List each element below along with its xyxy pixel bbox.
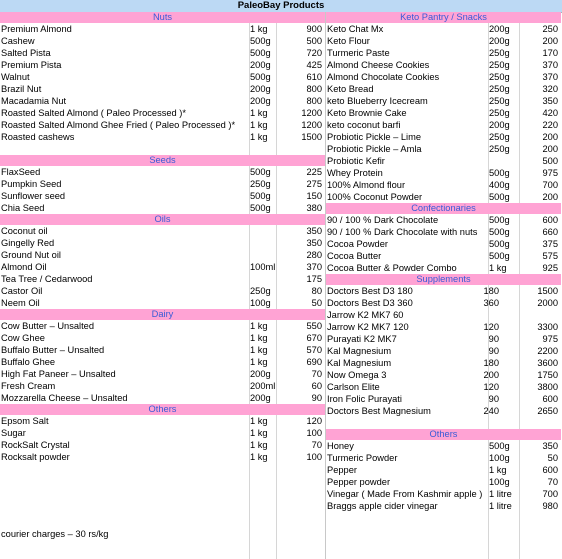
spacer-row [326, 417, 561, 429]
product-quantity: 200g [250, 84, 271, 94]
right-column [325, 12, 561, 559]
product-name: Purayati K2 MK7 [327, 334, 397, 344]
product-price: 3300 [537, 322, 558, 332]
product-row [0, 166, 325, 178]
product-row [0, 427, 325, 439]
product-row [0, 320, 325, 332]
product-row [326, 500, 561, 512]
product-name: Probiotic Kefir [327, 156, 385, 166]
product-name: Castor Oil [1, 286, 43, 296]
product-row [326, 488, 561, 500]
product-price: 570 [306, 345, 322, 355]
product-name: 90 / 100 % Dark Chocolate [327, 215, 439, 225]
product-quantity: 90 [488, 346, 499, 356]
product-row [0, 368, 325, 380]
product-row [326, 226, 561, 238]
product-price: 100 [306, 452, 322, 462]
product-price: 500 [306, 36, 322, 46]
product-quantity: 100g [489, 477, 510, 487]
product-row [326, 285, 561, 297]
product-name: Epsom Salt [1, 416, 49, 426]
product-quantity: 500g [489, 251, 510, 261]
product-price: 600 [542, 465, 558, 475]
product-name: Pumpkin Seed [1, 179, 62, 189]
product-name: Roasted Salted Almond Ghee Fried ( Paleo Processed )* [1, 120, 236, 130]
product-quantity: 200g [489, 24, 510, 34]
product-quantity: 500g [489, 227, 510, 237]
product-row [326, 464, 561, 476]
product-quantity: 400g [489, 180, 510, 190]
product-quantity: 180 [483, 358, 499, 368]
product-name: High Fat Paneer – Unsalted [1, 369, 116, 379]
product-row [326, 452, 561, 464]
product-quantity: 250g [489, 132, 510, 142]
product-name: Probiotic Pickle – Lime [327, 132, 422, 142]
product-row [0, 131, 325, 143]
product-name: Cashew [1, 36, 35, 46]
product-quantity: 500g [250, 203, 271, 213]
product-quantity: 1 kg [489, 263, 507, 273]
product-quantity: 120 [483, 382, 499, 392]
product-row [0, 439, 325, 451]
product-name: Fresh Cream [1, 381, 56, 391]
product-row [0, 71, 325, 83]
product-quantity: 100g [489, 453, 510, 463]
product-price: 1200 [301, 120, 322, 130]
product-name: Sunflower seed [1, 191, 66, 201]
product-row [0, 392, 325, 404]
product-name: Vinegar ( Made From Kashmir apple ) [327, 489, 483, 499]
product-price: 975 [542, 334, 558, 344]
page-title: PaleoBay Products [0, 0, 562, 13]
product-quantity: 200g [489, 120, 510, 130]
product-quantity: 250g [489, 60, 510, 70]
product-price: 2000 [537, 298, 558, 308]
product-name: Rocksalt powder [1, 452, 70, 462]
product-quantity: 90 [488, 334, 499, 344]
product-row [326, 155, 561, 167]
product-name: Macadamia Nut [1, 96, 67, 106]
product-row [326, 143, 561, 155]
product-price: 600 [542, 394, 558, 404]
product-quantity: 1 litre [489, 501, 512, 511]
product-price: 610 [306, 72, 322, 82]
product-price: 70 [547, 477, 558, 487]
product-price: 370 [542, 60, 558, 70]
product-name: Now Omega 3 [327, 370, 387, 380]
product-quantity: 100ml [250, 262, 276, 272]
product-quantity: 1 kg [250, 428, 268, 438]
section-header: Oils [0, 214, 325, 225]
product-name: 100% Almond flour [327, 180, 406, 190]
product-quantity: 1 litre [489, 489, 512, 499]
product-price: 800 [306, 84, 322, 94]
product-price: 80 [311, 286, 322, 296]
product-price: 225 [306, 167, 322, 177]
product-price: 1500 [537, 286, 558, 296]
product-price: 350 [542, 96, 558, 106]
product-price: 500 [542, 156, 558, 166]
product-name: Keto Chat Mx [327, 24, 384, 34]
product-name: Premium Pista [1, 60, 62, 70]
product-row [0, 95, 325, 107]
left-column [0, 12, 325, 463]
product-name: Pepper [327, 465, 357, 475]
product-quantity: 200g [250, 369, 271, 379]
product-price: 1200 [301, 108, 322, 118]
product-name: Cocoa Butter [327, 251, 382, 261]
product-row [326, 405, 561, 417]
product-name: Buffalo Butter – Unsalted [1, 345, 105, 355]
product-price: 720 [306, 48, 322, 58]
product-name: 90 / 100 % Dark Chocolate with nuts [327, 227, 478, 237]
product-name: Tea Tree / Cedarwood [1, 274, 93, 284]
product-price: 350 [306, 238, 322, 248]
product-name: Ground Nut oil [1, 250, 61, 260]
product-row [326, 167, 561, 179]
product-row [326, 440, 561, 452]
product-quantity: 1 kg [250, 357, 268, 367]
product-price: 575 [542, 251, 558, 261]
product-price: 60 [311, 381, 322, 391]
product-row [326, 262, 561, 274]
product-row [326, 393, 561, 405]
product-price: 150 [306, 191, 322, 201]
product-name: Buffalo Ghee [1, 357, 56, 367]
product-name: Walnut [1, 72, 30, 82]
product-row [0, 332, 325, 344]
product-quantity: 500g [489, 215, 510, 225]
product-name: Braggs apple cider vinegar [327, 501, 438, 511]
product-name: keto Blueberry Icecream [327, 96, 428, 106]
product-price: 320 [542, 84, 558, 94]
product-price: 90 [311, 393, 322, 403]
product-row [326, 309, 561, 321]
product-price: 170 [542, 48, 558, 58]
product-name: Almond Cheese Cookies [327, 60, 430, 70]
section-header: Keto Pantry / Snacks [326, 12, 561, 23]
product-row [326, 476, 561, 488]
product-row [0, 356, 325, 368]
product-price: 120 [306, 416, 322, 426]
product-name: Chia Seed [1, 203, 45, 213]
product-price: 1750 [537, 370, 558, 380]
product-quantity: 250g [489, 72, 510, 82]
product-row [326, 214, 561, 226]
product-name: Kal Magnesium [327, 358, 392, 368]
product-row [326, 381, 561, 393]
product-row [326, 23, 561, 35]
product-name: Honey [327, 441, 354, 451]
product-name: Cow Ghee [1, 333, 45, 343]
product-price: 175 [306, 274, 322, 284]
product-name: Probiotic Pickle – Amla [327, 144, 422, 154]
product-price: 70 [311, 440, 322, 450]
product-quantity: 500g [250, 72, 271, 82]
product-price: 275 [306, 179, 322, 189]
product-row [0, 35, 325, 47]
product-row [0, 178, 325, 190]
product-row [326, 238, 561, 250]
product-price: 3800 [537, 382, 558, 392]
product-name: Coconut oil [1, 226, 48, 236]
product-price: 800 [306, 96, 322, 106]
product-quantity: 250g [250, 286, 271, 296]
product-price: 280 [306, 250, 322, 260]
product-name: FlaxSeed [1, 167, 41, 177]
product-quantity: 200g [250, 60, 271, 70]
product-quantity: 500g [489, 168, 510, 178]
product-row [326, 35, 561, 47]
product-quantity: 240 [483, 406, 499, 416]
product-row [326, 131, 561, 143]
section-header: Supplements [326, 274, 561, 285]
product-quantity: 1 kg [250, 120, 268, 130]
product-price: 925 [542, 263, 558, 273]
product-price: 250 [542, 24, 558, 34]
product-quantity: 1 kg [250, 132, 268, 142]
product-price: 50 [311, 298, 322, 308]
product-row [0, 23, 325, 35]
product-quantity: 250g [250, 179, 271, 189]
product-name: Salted Pista [1, 48, 51, 58]
product-name: Cow Butter – Unsalted [1, 321, 95, 331]
product-quantity: 500g [489, 192, 510, 202]
product-quantity: 200ml [250, 381, 276, 391]
product-quantity: 250g [489, 144, 510, 154]
product-price: 700 [542, 180, 558, 190]
product-row [0, 83, 325, 95]
product-row [0, 119, 325, 131]
product-price: 200 [542, 36, 558, 46]
product-price: 1500 [301, 132, 322, 142]
product-quantity: 250g [489, 48, 510, 58]
product-name: Sugar [1, 428, 26, 438]
product-row [326, 83, 561, 95]
product-quantity: 250g [489, 108, 510, 118]
product-price: 980 [542, 501, 558, 511]
product-price: 200 [542, 144, 558, 154]
product-row [326, 107, 561, 119]
section-header: Others [326, 429, 561, 440]
product-price: 420 [542, 108, 558, 118]
product-quantity: 1 kg [250, 108, 268, 118]
product-quantity: 1 kg [250, 321, 268, 331]
product-name: Doctors Best Magnesium [327, 406, 431, 416]
section-header: Others [0, 404, 325, 415]
product-quantity: 200g [489, 36, 510, 46]
product-price: 220 [542, 120, 558, 130]
product-row [0, 202, 325, 214]
product-name: Cocoa Butter & Powder Combo [327, 263, 457, 273]
product-quantity: 100g [250, 298, 271, 308]
product-row [326, 345, 561, 357]
product-name: keto coconut barfi [327, 120, 401, 130]
product-row [0, 285, 325, 297]
product-row [326, 191, 561, 203]
product-name: Gingelly Red [1, 238, 55, 248]
product-price: 70 [311, 369, 322, 379]
product-name: Mozzarella Cheese – Unsalted [1, 393, 128, 403]
product-quantity: 500g [250, 36, 271, 46]
product-name: Carlson Elite [327, 382, 380, 392]
product-quantity: 1 kg [250, 452, 268, 462]
product-price: 2650 [537, 406, 558, 416]
product-price: 3600 [537, 358, 558, 368]
product-row [326, 95, 561, 107]
product-quantity: 500g [489, 441, 510, 451]
section-header: Seeds [0, 155, 325, 166]
product-name: Keto Flour [327, 36, 370, 46]
product-row [326, 357, 561, 369]
product-price: 425 [306, 60, 322, 70]
product-price: 370 [542, 72, 558, 82]
product-price: 700 [542, 489, 558, 499]
spacer-row [0, 143, 325, 155]
product-row [326, 297, 561, 309]
product-quantity: 180 [483, 286, 499, 296]
product-price: 350 [542, 441, 558, 451]
product-price: 100 [306, 428, 322, 438]
product-row [326, 321, 561, 333]
product-quantity: 200g [250, 393, 271, 403]
product-name: Turmeric Powder [327, 453, 398, 463]
product-price: 50 [547, 453, 558, 463]
product-row [326, 59, 561, 71]
product-price: 375 [542, 239, 558, 249]
product-quantity: 1 kg [250, 333, 268, 343]
product-row [0, 261, 325, 273]
product-price: 380 [306, 203, 322, 213]
product-row [0, 415, 325, 427]
product-name: Whey Protein [327, 168, 383, 178]
product-price: 670 [306, 333, 322, 343]
product-row [326, 369, 561, 381]
product-name: Doctors Best D3 180 [327, 286, 413, 296]
product-name: Jarrow K2 MK7 120 [327, 322, 409, 332]
product-price: 550 [306, 321, 322, 331]
product-row [0, 225, 325, 237]
product-quantity: 120 [483, 322, 499, 332]
product-row [0, 451, 325, 463]
product-price: 600 [542, 215, 558, 225]
product-price: 900 [306, 24, 322, 34]
product-quantity: 1 kg [250, 440, 268, 450]
product-price: 350 [306, 226, 322, 236]
product-row [0, 237, 325, 249]
product-row [0, 380, 325, 392]
product-name: Keto Brownie Cake [327, 108, 407, 118]
product-quantity: 1 kg [250, 24, 268, 34]
product-quantity: 250g [489, 84, 510, 94]
product-quantity: 500g [250, 48, 271, 58]
product-row [326, 250, 561, 262]
product-quantity: 500g [489, 239, 510, 249]
product-price: 200 [542, 192, 558, 202]
product-row [0, 344, 325, 356]
product-name: Brazil Nut [1, 84, 42, 94]
product-name: Roasted Salted Almond ( Paleo Processed )* [1, 108, 187, 118]
product-name: Doctors Best D3 360 [327, 298, 413, 308]
product-price: 2200 [537, 346, 558, 356]
product-price: 370 [306, 262, 322, 272]
product-name: Kal Magnesium [327, 346, 392, 356]
product-quantity: 500g [250, 191, 271, 201]
section-header: Nuts [0, 12, 325, 23]
product-price: 975 [542, 168, 558, 178]
product-quantity: 360 [483, 298, 499, 308]
product-quantity: 1 kg [489, 465, 507, 475]
section-header: Confectionaries [326, 203, 561, 214]
product-quantity: 200 [483, 370, 499, 380]
product-quantity: 1 kg [250, 345, 268, 355]
product-row [0, 107, 325, 119]
product-name: Iron Folic Purayati [327, 394, 402, 404]
product-row [0, 47, 325, 59]
product-name: Neem Oil [1, 298, 40, 308]
product-name: Cocoa Powder [327, 239, 388, 249]
product-name: Pepper powder [327, 477, 391, 487]
courier-note: courier charges – 30 rs/kg [1, 529, 109, 539]
product-price: 690 [306, 357, 322, 367]
product-row [0, 190, 325, 202]
product-name: Premium Almond [1, 24, 72, 34]
product-name: Almond Chocolate Cookies [327, 72, 440, 82]
product-row [0, 297, 325, 309]
product-row [326, 333, 561, 345]
product-row [326, 119, 561, 131]
product-price: 200 [542, 132, 558, 142]
product-name: Jarrow K2 MK7 60 [327, 310, 404, 320]
product-name: Turmeric Paste [327, 48, 390, 58]
product-name: RockSalt Crystal [1, 440, 70, 450]
product-quantity: 250g [489, 96, 510, 106]
product-row [0, 273, 325, 285]
product-row [326, 179, 561, 191]
product-quantity: 1 kg [250, 416, 268, 426]
product-quantity: 500g [250, 167, 271, 177]
product-quantity: 200g [250, 96, 271, 106]
product-name: Roasted cashews [1, 132, 75, 142]
section-header: Dairy [0, 309, 325, 320]
product-row [0, 59, 325, 71]
product-row [0, 249, 325, 261]
product-name: Keto Bread [327, 84, 374, 94]
product-row [326, 71, 561, 83]
product-row [326, 47, 561, 59]
product-name: 100% Coconut Powder [327, 192, 423, 202]
product-quantity: 90 [488, 394, 499, 404]
product-name: Almond Oil [1, 262, 47, 272]
product-price: 660 [542, 227, 558, 237]
